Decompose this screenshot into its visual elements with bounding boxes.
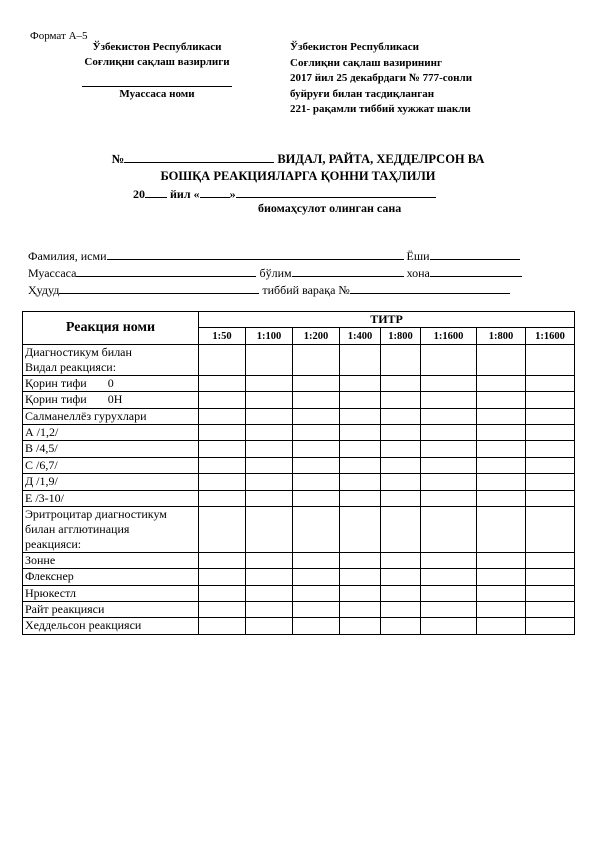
titer-result-cell[interactable]	[526, 375, 575, 391]
card-blank[interactable]	[350, 281, 510, 294]
titer-result-cell[interactable]	[477, 552, 526, 568]
titer-result-cell[interactable]	[381, 375, 421, 391]
titer-result-cell[interactable]	[340, 408, 381, 424]
titer-result-cell[interactable]	[421, 392, 477, 408]
org-label: Муассаса	[28, 266, 77, 280]
titer-result-cell[interactable]	[246, 375, 293, 391]
titer-result-cell[interactable]	[477, 602, 526, 618]
titer-table	[22, 311, 575, 635]
titer-result-cell[interactable]	[246, 424, 293, 440]
titer-result-cell[interactable]	[246, 441, 293, 457]
reaction-name-cell	[23, 344, 199, 375]
titer-result-cell[interactable]	[477, 392, 526, 408]
titer-result-cell[interactable]	[421, 490, 477, 506]
date-year-blank[interactable]	[145, 185, 167, 198]
reaction-name-line: Нрюкестл	[25, 585, 77, 600]
titer-result-cell[interactable]	[421, 408, 477, 424]
reaction-name-line: Қорин тифи 0	[25, 375, 114, 390]
titer-result-cell[interactable]	[477, 506, 526, 552]
table-row	[23, 602, 575, 618]
titer-result-cell[interactable]	[421, 441, 477, 457]
titr-column-header: 1:800	[381, 328, 421, 344]
format-label: Формат А–5	[30, 30, 88, 42]
reaction-name-line: реакцияси:	[25, 536, 82, 551]
titer-result-cell[interactable]	[246, 569, 293, 585]
titer-result-cell[interactable]	[199, 506, 246, 552]
date-day-blank[interactable]	[200, 185, 230, 198]
region-blank[interactable]	[59, 281, 259, 294]
titer-result-cell[interactable]	[293, 602, 340, 618]
titer-result-cell[interactable]	[199, 602, 246, 618]
table-row	[23, 569, 575, 585]
field-row-name	[28, 247, 520, 264]
field-row-region	[28, 281, 510, 298]
titer-result-cell[interactable]	[340, 344, 381, 375]
titer-result-cell[interactable]	[421, 474, 477, 490]
titer-result-cell[interactable]	[199, 490, 246, 506]
titer-result-cell[interactable]	[340, 457, 381, 473]
dept-label: бўлим	[259, 266, 292, 280]
titer-result-cell[interactable]	[199, 552, 246, 568]
titer-result-cell[interactable]	[381, 569, 421, 585]
titer-result-cell[interactable]	[526, 552, 575, 568]
table-row	[23, 441, 575, 457]
titer-result-cell[interactable]	[340, 585, 381, 601]
titer-result-cell[interactable]	[199, 585, 246, 601]
titer-result-cell[interactable]	[340, 618, 381, 634]
table-row	[23, 457, 575, 473]
date-year-prefix: 20	[133, 187, 145, 201]
titer-result-cell[interactable]	[526, 457, 575, 473]
titr-column-header: 1:200	[293, 328, 340, 344]
reaction-name-line: билан агглютинация	[25, 521, 130, 536]
titr-header: ТИТР	[199, 312, 575, 328]
title-line2: БОШҚА РЕАКЦИЯЛАРГА ҚОННИ ТАҲЛИЛИ	[160, 169, 436, 183]
titer-result-cell[interactable]	[381, 474, 421, 490]
titer-result-cell[interactable]	[246, 506, 293, 552]
titer-result-cell[interactable]	[526, 585, 575, 601]
titr-column-header: 1:1600	[526, 328, 575, 344]
titer-result-cell[interactable]	[381, 392, 421, 408]
reaction-name-line: С /6,7/	[25, 457, 58, 472]
titer-result-cell[interactable]	[246, 474, 293, 490]
titer-result-cell[interactable]	[421, 375, 477, 391]
titer-result-cell[interactable]	[381, 408, 421, 424]
titer-result-cell[interactable]	[199, 569, 246, 585]
titer-result-cell[interactable]	[246, 408, 293, 424]
reaction-name-cell	[23, 585, 199, 601]
titer-result-cell[interactable]	[340, 474, 381, 490]
reaction-name-line: Зонне	[25, 552, 56, 567]
header-right-line5: 221- рақамли тиббий хужжат шакли	[290, 103, 471, 115]
table-row	[23, 506, 575, 552]
titer-result-cell[interactable]	[526, 602, 575, 618]
titer-result-cell[interactable]	[246, 392, 293, 408]
titer-result-cell[interactable]	[293, 618, 340, 634]
titer-result-cell[interactable]	[293, 408, 340, 424]
reaction-name-cell	[23, 408, 199, 424]
titer-result-cell[interactable]	[526, 490, 575, 506]
titer-result-cell[interactable]	[421, 618, 477, 634]
titer-result-cell[interactable]	[477, 618, 526, 634]
reaction-name-header: Реакция номи	[23, 312, 199, 345]
titr-column-header: 1:800	[477, 328, 526, 344]
titer-result-cell[interactable]	[199, 408, 246, 424]
titer-result-cell[interactable]	[381, 585, 421, 601]
titer-result-cell[interactable]	[340, 506, 381, 552]
titer-result-cell[interactable]	[246, 490, 293, 506]
titer-result-cell[interactable]	[421, 552, 477, 568]
region-label: Ҳудуд	[28, 283, 60, 297]
reaction-name-cell	[23, 602, 199, 618]
titer-result-cell[interactable]	[526, 441, 575, 457]
age-blank[interactable]	[430, 247, 520, 260]
titer-result-cell[interactable]	[381, 552, 421, 568]
room-label: хона	[406, 266, 430, 280]
institution-blank-line[interactable]	[82, 72, 232, 87]
titer-result-cell[interactable]	[199, 392, 246, 408]
titer-result-cell[interactable]	[381, 490, 421, 506]
titer-result-cell[interactable]	[293, 490, 340, 506]
titer-result-cell[interactable]	[246, 457, 293, 473]
header-right	[290, 40, 472, 118]
titer-result-cell[interactable]	[477, 569, 526, 585]
name-label: Фамилия, исми	[28, 249, 107, 263]
titer-result-cell[interactable]	[526, 424, 575, 440]
titer-result-cell[interactable]	[199, 424, 246, 440]
header-right-line4: буйруғи билан тасдиқланган	[290, 87, 435, 100]
titer-result-cell[interactable]	[293, 392, 340, 408]
table-row	[23, 392, 575, 408]
titer-result-cell[interactable]	[421, 569, 477, 585]
reaction-name-cell	[23, 424, 199, 440]
titer-result-cell[interactable]	[526, 408, 575, 424]
table-row	[23, 424, 575, 440]
titer-result-cell[interactable]	[293, 552, 340, 568]
table-row	[23, 344, 575, 375]
titer-result-cell[interactable]	[526, 618, 575, 634]
titer-result-cell[interactable]	[526, 506, 575, 552]
titer-result-cell[interactable]	[246, 618, 293, 634]
titer-result-cell[interactable]	[293, 441, 340, 457]
dept-blank[interactable]	[292, 264, 404, 277]
titer-result-cell[interactable]	[381, 441, 421, 457]
titer-result-cell[interactable]	[526, 474, 575, 490]
titer-result-cell[interactable]	[381, 344, 421, 375]
age-label: Ёши	[406, 249, 430, 263]
titer-result-cell[interactable]	[199, 457, 246, 473]
reaction-name-cell	[23, 457, 199, 473]
header-right-line1: Ўзбекистон Республикаси	[290, 41, 419, 53]
field-row-org	[28, 264, 522, 281]
date-month-blank[interactable]	[236, 185, 436, 198]
table-row	[23, 474, 575, 490]
reaction-name-cell	[23, 375, 199, 391]
titer-result-cell[interactable]	[293, 569, 340, 585]
titer-result-cell[interactable]	[477, 424, 526, 440]
reaction-name-line: В /4,5/	[25, 441, 58, 456]
titer-result-cell[interactable]	[293, 474, 340, 490]
table-row	[23, 408, 575, 424]
date-quote-close: »	[229, 187, 236, 201]
document-title	[40, 150, 556, 185]
reaction-name-line: Диагностикум билан	[25, 344, 132, 359]
reaction-name-line: Д /1,9/	[25, 474, 58, 489]
titer-result-cell[interactable]	[421, 585, 477, 601]
name-blank[interactable]	[107, 247, 404, 260]
titer-result-cell[interactable]	[421, 602, 477, 618]
reaction-name-line: Салманеллёз гурухлари	[25, 408, 147, 423]
titer-result-cell[interactable]	[421, 506, 477, 552]
titer-result-cell[interactable]	[246, 585, 293, 601]
table-row	[23, 585, 575, 601]
titr-column-header: 1:50	[199, 328, 246, 344]
title-number-prefix: №	[111, 152, 125, 166]
titer-result-cell[interactable]	[477, 490, 526, 506]
header-left-line1: Ўзбекистон Республикаси	[92, 41, 222, 53]
titer-result-cell[interactable]	[293, 585, 340, 601]
reaction-name-cell	[23, 441, 199, 457]
header-right-line3: 2017 йил 25 декабрдаги № 777-сонли	[290, 72, 473, 84]
table-row	[23, 552, 575, 568]
titer-result-cell[interactable]	[340, 552, 381, 568]
titer-result-cell[interactable]	[477, 457, 526, 473]
reaction-name-cell	[23, 490, 199, 506]
header-left	[52, 40, 262, 102]
titer-result-cell[interactable]	[421, 457, 477, 473]
reaction-name-line: Хеддельсон реакцияси	[25, 618, 142, 633]
header-right-line2: Соғлиқни сақлаш вазирининг	[290, 56, 442, 69]
titer-result-cell[interactable]	[340, 490, 381, 506]
titr-column-header: 1:1600	[421, 328, 477, 344]
reaction-name-cell	[23, 506, 199, 552]
date-year-label: йил «	[167, 187, 200, 201]
header-left-line2: Соғлиқни сақлаш вазирлиги	[84, 56, 230, 68]
titer-result-cell[interactable]	[340, 375, 381, 391]
titer-result-cell[interactable]	[526, 569, 575, 585]
titer-result-cell[interactable]	[293, 344, 340, 375]
room-blank[interactable]	[430, 264, 522, 277]
titer-result-cell[interactable]	[340, 441, 381, 457]
titer-result-cell[interactable]	[421, 344, 477, 375]
reaction-name-line: Райт реакцияси	[25, 602, 105, 617]
titr-column-header: 1:100	[246, 328, 293, 344]
titer-result-cell[interactable]	[381, 618, 421, 634]
titer-result-cell[interactable]	[199, 375, 246, 391]
reaction-name-line: А /1,2/	[25, 424, 59, 439]
titer-result-cell[interactable]	[526, 392, 575, 408]
titer-result-cell[interactable]	[477, 344, 526, 375]
titer-result-cell[interactable]	[526, 344, 575, 375]
titer-result-cell[interactable]	[293, 506, 340, 552]
titer-result-cell[interactable]	[381, 506, 421, 552]
reaction-name-line: Эритроцитар диагностикум	[25, 506, 167, 521]
titer-result-cell[interactable]	[477, 474, 526, 490]
reaction-name-cell	[23, 618, 199, 634]
biomaterial-date-label: биомаҳсулот олинган сана	[258, 201, 402, 215]
titr-column-header: 1:400	[340, 328, 381, 344]
titer-result-cell[interactable]	[199, 618, 246, 634]
titer-result-cell[interactable]	[381, 457, 421, 473]
titer-result-cell[interactable]	[340, 392, 381, 408]
reaction-name-line: Флекснер	[25, 569, 74, 584]
titer-result-cell[interactable]	[199, 344, 246, 375]
org-blank[interactable]	[76, 264, 256, 277]
titer-result-cell[interactable]	[477, 375, 526, 391]
table-row	[23, 618, 575, 634]
reaction-name-cell	[23, 569, 199, 585]
card-label: тиббий варақа №	[262, 283, 350, 297]
titer-result-cell[interactable]	[340, 569, 381, 585]
titer-result-cell[interactable]	[381, 424, 421, 440]
titer-result-cell[interactable]	[199, 441, 246, 457]
reaction-name-cell	[23, 552, 199, 568]
titer-result-cell[interactable]	[477, 441, 526, 457]
reaction-name-cell	[23, 474, 199, 490]
title-number-blank[interactable]	[124, 150, 274, 163]
reaction-name-line: Қорин тифи 0Н	[25, 392, 123, 407]
titer-result-cell[interactable]	[246, 344, 293, 375]
titer-result-cell[interactable]	[477, 585, 526, 601]
titer-result-cell[interactable]	[293, 457, 340, 473]
titer-result-cell[interactable]	[381, 602, 421, 618]
title-line1: ВИДАЛ, РАЙТА, ХЕДДЕЛРСОН ВА	[274, 152, 485, 166]
titer-result-cell[interactable]	[477, 408, 526, 424]
titer-result-cell[interactable]	[199, 474, 246, 490]
reaction-name-cell	[23, 392, 199, 408]
date-line	[133, 185, 436, 202]
titer-result-cell[interactable]	[246, 552, 293, 568]
titer-result-cell[interactable]	[293, 424, 340, 440]
reaction-name-line: Е /3-10/	[25, 490, 64, 505]
titer-result-cell[interactable]	[246, 602, 293, 618]
titer-result-cell[interactable]	[293, 375, 340, 391]
titer-result-cell[interactable]	[340, 424, 381, 440]
titer-result-cell[interactable]	[340, 602, 381, 618]
table-row	[23, 490, 575, 506]
titer-result-cell[interactable]	[421, 424, 477, 440]
table-row	[23, 375, 575, 391]
reaction-name-line: Видал реакцияси:	[25, 359, 117, 374]
header-left-line3: Муассаса номи	[119, 88, 195, 100]
